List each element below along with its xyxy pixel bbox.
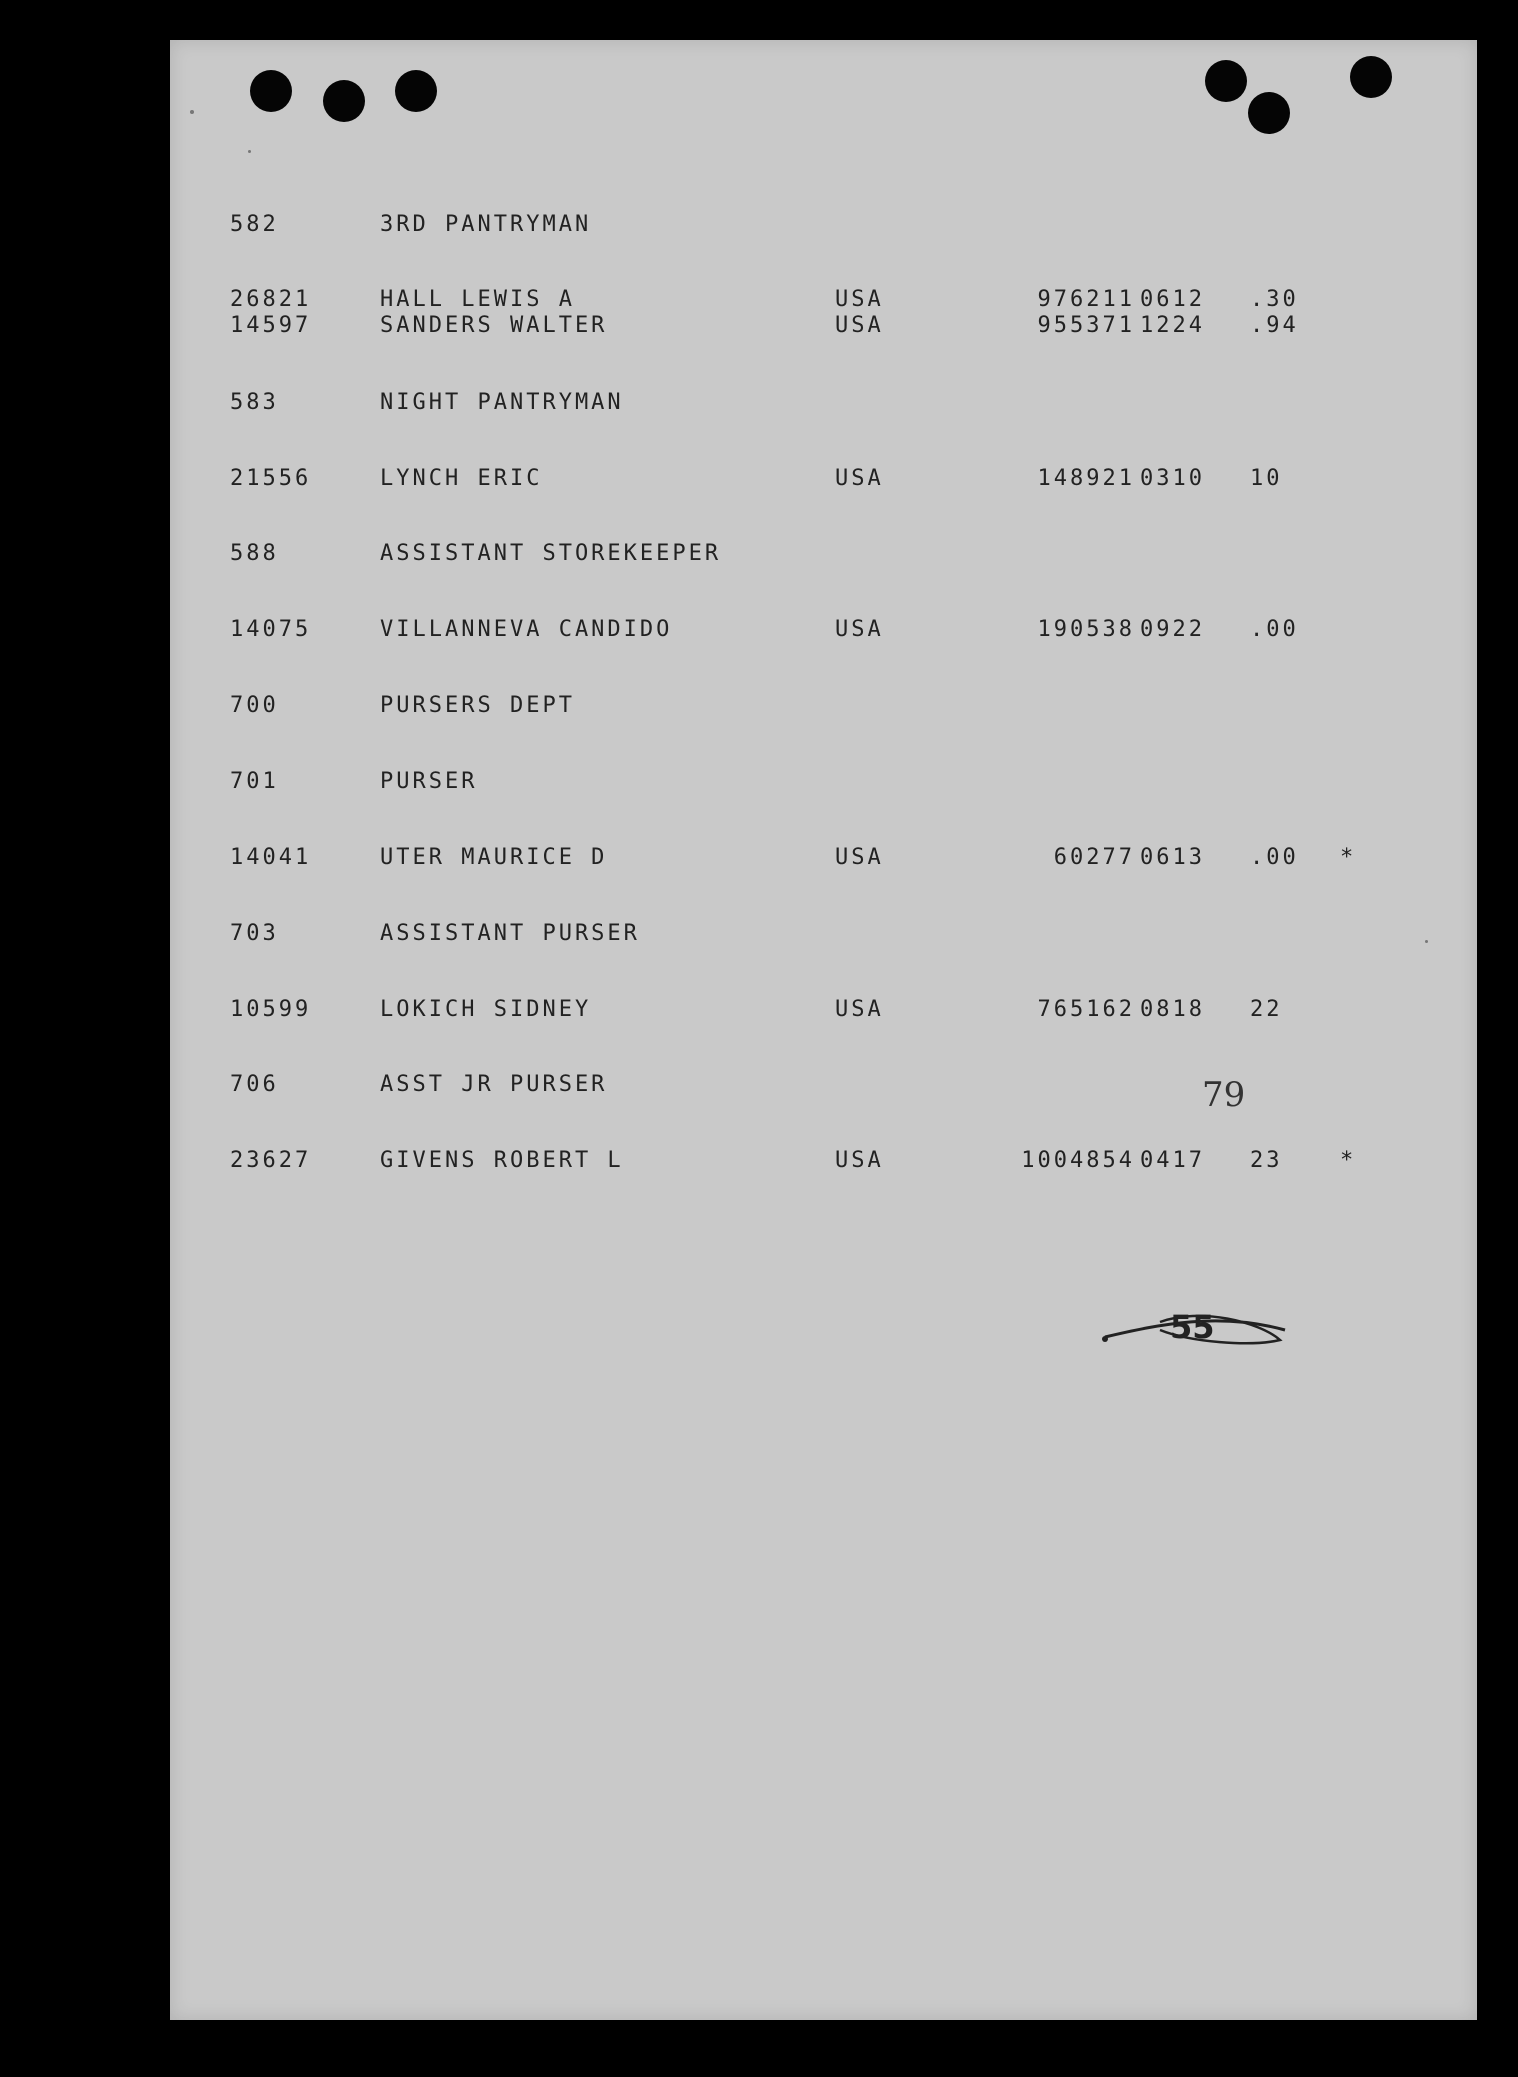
row-date: 0818: [1140, 997, 1205, 1022]
row-code: 703: [230, 921, 279, 946]
row-value: 10: [1250, 466, 1283, 491]
row-name: VILLANNEVA CANDIDO: [380, 617, 673, 642]
person-row: [170, 466, 1477, 496]
row-name: 3RD PANTRYMAN: [380, 212, 592, 237]
row-name: HALL LEWIS A: [380, 287, 575, 312]
row-number: 976211: [1037, 287, 1135, 312]
row-code: 582: [230, 212, 279, 237]
row-code: 14041: [230, 845, 312, 870]
speck: [190, 110, 194, 114]
row-nationality: USA: [835, 1148, 884, 1173]
row-name: LOKICH SIDNEY: [380, 997, 592, 1022]
row-date: 0612: [1140, 287, 1205, 312]
row-value: .30: [1250, 287, 1299, 312]
row-name: NIGHT PANTRYMAN: [380, 390, 624, 415]
punch-hole: [250, 70, 292, 112]
row-date: 0417: [1140, 1148, 1205, 1173]
row-number: 765162: [1037, 997, 1135, 1022]
row-number: 190538: [1037, 617, 1135, 642]
row-name: ASSISTANT STOREKEEPER: [380, 541, 722, 566]
row-code: 14075: [230, 617, 312, 642]
punch-hole: [323, 80, 365, 122]
row-value: 22: [1250, 997, 1283, 1022]
position-header-row: [170, 1072, 1477, 1102]
row-number: 60277: [1053, 845, 1135, 870]
row-code: 706: [230, 1072, 279, 1097]
punch-hole: [1248, 92, 1290, 134]
position-header-row: [170, 541, 1477, 571]
row-date: 1224: [1140, 313, 1205, 338]
row-name: PURSERS DEPT: [380, 693, 575, 718]
row-nationality: USA: [835, 466, 884, 491]
position-header-row: [170, 390, 1477, 420]
position-header-row: [170, 921, 1477, 951]
person-row: [170, 617, 1477, 647]
row-nationality: USA: [835, 997, 884, 1022]
punch-hole: [1205, 60, 1247, 102]
punch-hole: [395, 70, 437, 112]
row-code: 10599: [230, 997, 312, 1022]
row-code: 14597: [230, 313, 312, 338]
row-nationality: USA: [835, 313, 884, 338]
row-number: 1004854: [1021, 1148, 1135, 1173]
row-code: 583: [230, 390, 279, 415]
row-code: 23627: [230, 1148, 312, 1173]
row-name: PURSER: [380, 769, 478, 794]
row-value: .00: [1250, 617, 1299, 642]
position-header-row: [170, 769, 1477, 799]
row-name: UTER MAURICE D: [380, 845, 608, 870]
row-date: 0310: [1140, 466, 1205, 491]
row-number: 148921: [1037, 466, 1135, 491]
person-row: [170, 1148, 1477, 1178]
row-code: 21556: [230, 466, 312, 491]
row-nationality: USA: [835, 287, 884, 312]
document-page: [170, 40, 1477, 2020]
row-code: 700: [230, 693, 279, 718]
speck: [248, 150, 251, 153]
row-number: 955371: [1037, 313, 1135, 338]
svg-text:55: 55: [1170, 1308, 1215, 1346]
row-value: 23: [1250, 1148, 1283, 1173]
row-code: 701: [230, 769, 279, 794]
row-date: 0613: [1140, 845, 1205, 870]
row-name: SANDERS WALTER: [380, 313, 608, 338]
row-nationality: USA: [835, 617, 884, 642]
position-header-row: [170, 693, 1477, 723]
crossed-out-number-stamp: [1100, 1302, 1290, 1352]
row-code: 26821: [230, 287, 312, 312]
row-code: 588: [230, 541, 279, 566]
row-value: .00: [1250, 845, 1299, 870]
row-name: GIVENS ROBERT L: [380, 1148, 624, 1173]
position-header-row: [170, 212, 1477, 242]
row-name: ASSISTANT PURSER: [380, 921, 640, 946]
person-row: [170, 313, 1477, 343]
row-star: *: [1340, 1148, 1357, 1173]
punch-hole: [1350, 56, 1392, 98]
handwritten-page-number: 79: [1202, 1075, 1246, 1115]
row-name: LYNCH ERIC: [380, 466, 543, 491]
row-date: 0922: [1140, 617, 1205, 642]
person-row: [170, 997, 1477, 1027]
row-name: ASST JR PURSER: [380, 1072, 608, 1097]
row-value: .94: [1250, 313, 1299, 338]
person-row: [170, 845, 1477, 875]
row-nationality: USA: [835, 845, 884, 870]
row-star: *: [1340, 845, 1357, 870]
